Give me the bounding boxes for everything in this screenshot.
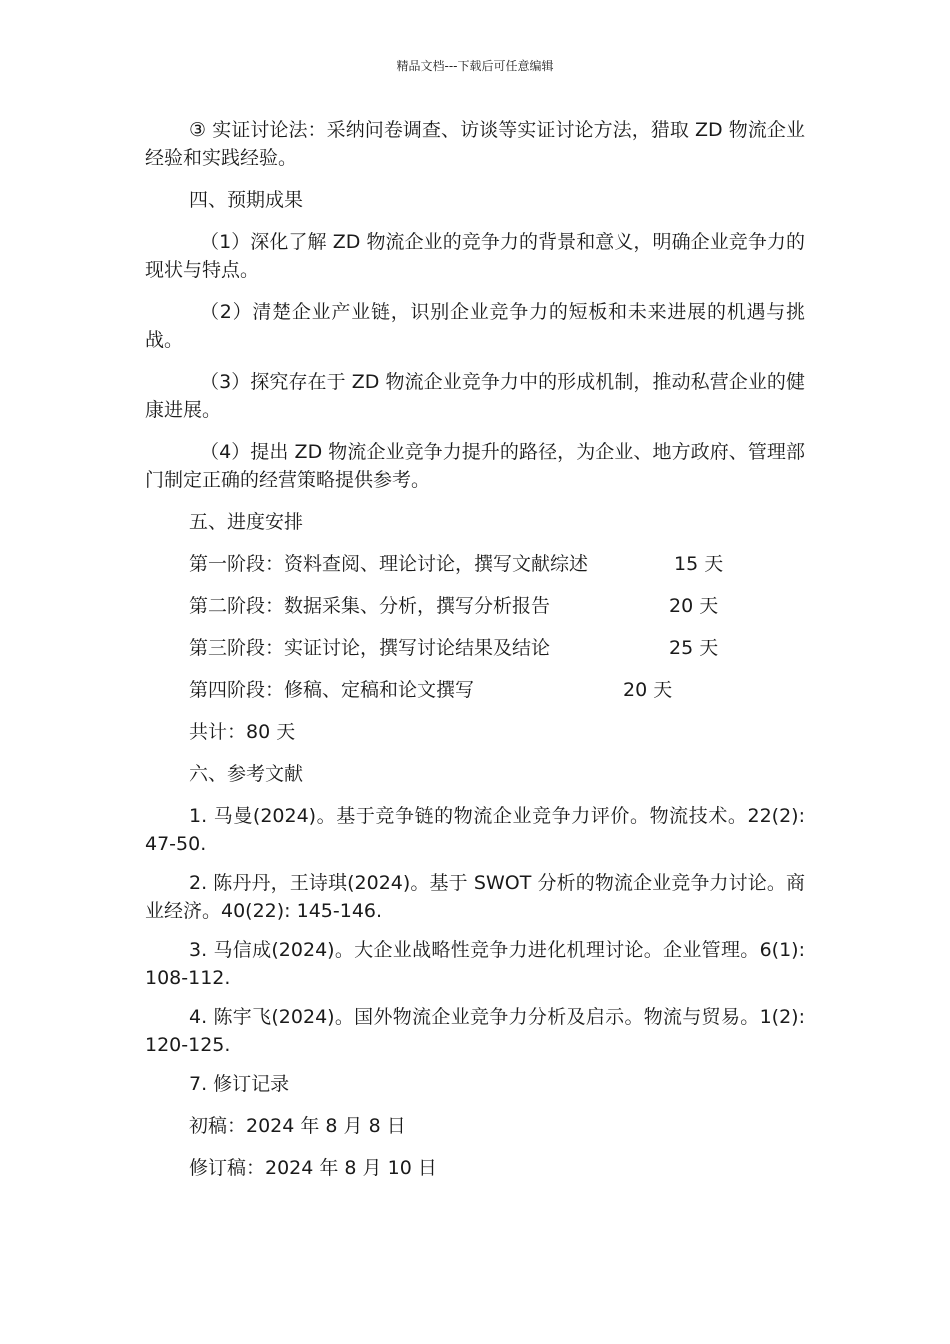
expected-result-3: （3）探究存在于 ZD 物流企业竞争力中的形成机制，推动私营企业的健康进展。 [145,371,805,421]
stage-3-text: 第三阶段：实证讨论，撰写讨论结果及结论 [189,637,551,659]
document-body [145,116,805,1196]
schedule-stage-1 [145,550,805,578]
stage-2-days: 20 天 [669,595,719,617]
method-3-paragraph: ③ 实证讨论法：采纳问卷调查、访谈等实证讨论方法，猎取 ZD 物流企业经验和实践经验。 [145,119,805,169]
page-header: 精品文档---下载后可任意编辑 [396,59,554,73]
expected-result-2: （2）清楚企业产业链，识别企业竞争力的短板和未来进展的机遇与挑战。 [145,301,805,351]
reference-3: 3. 马信成(2024)。大企业战略性竞争力进化机理讨论。企业管理。6(1): 108-112. [145,939,805,989]
section-7-title: 7. 修订记录 [189,1073,290,1095]
reference-2: 2. 陈丹丹，王诗琪(2024)。基于 SWOT 分析的物流企业竞争力讨论。商业经济。40(22): 145-146. [145,872,805,922]
schedule-stage-3 [145,634,805,662]
section-4-title: 四、预期成果 [189,189,304,211]
stage-3-days: 25 天 [669,637,719,659]
expected-result-1: （1）深化了解 ZD 物流企业的竞争力的背景和意义，明确企业竞争力的现状与特点。 [145,231,805,281]
schedule-stage-4 [145,676,805,704]
stage-1-text: 第一阶段：资料查阅、理论讨论，撰写文献综述 [189,553,589,575]
schedule-total: 共计：80 天 [189,721,296,743]
reference-1: 1. 马曼(2024)。基于竞争链的物流企业竞争力评价。物流技术。22(2): 47-50. [145,805,805,855]
revision-date: 修订稿：2024 年 8 月 10 日 [189,1157,437,1179]
section-5-title: 五、进度安排 [189,511,304,533]
schedule-stage-2 [145,592,805,620]
section-6-title: 六、参考文献 [189,763,304,785]
reference-4: 4. 陈宇飞(2024)。国外物流企业竞争力分析及启示。物流与贸易。1(2): 120-125. [145,1006,805,1056]
draft-date: 初稿：2024 年 8 月 8 日 [189,1115,406,1137]
expected-result-4: （4）提出 ZD 物流企业竞争力提升的路径，为企业、地方政府、管理部门制定正确的经营策略提供参考。 [145,441,805,491]
stage-2-text: 第二阶段：数据采集、分析，撰写分析报告 [189,595,551,617]
stage-4-text: 第四阶段：修稿、定稿和论文撰写 [189,679,475,701]
stage-4-days: 20 天 [623,679,673,701]
stage-1-days: 15 天 [674,553,724,575]
